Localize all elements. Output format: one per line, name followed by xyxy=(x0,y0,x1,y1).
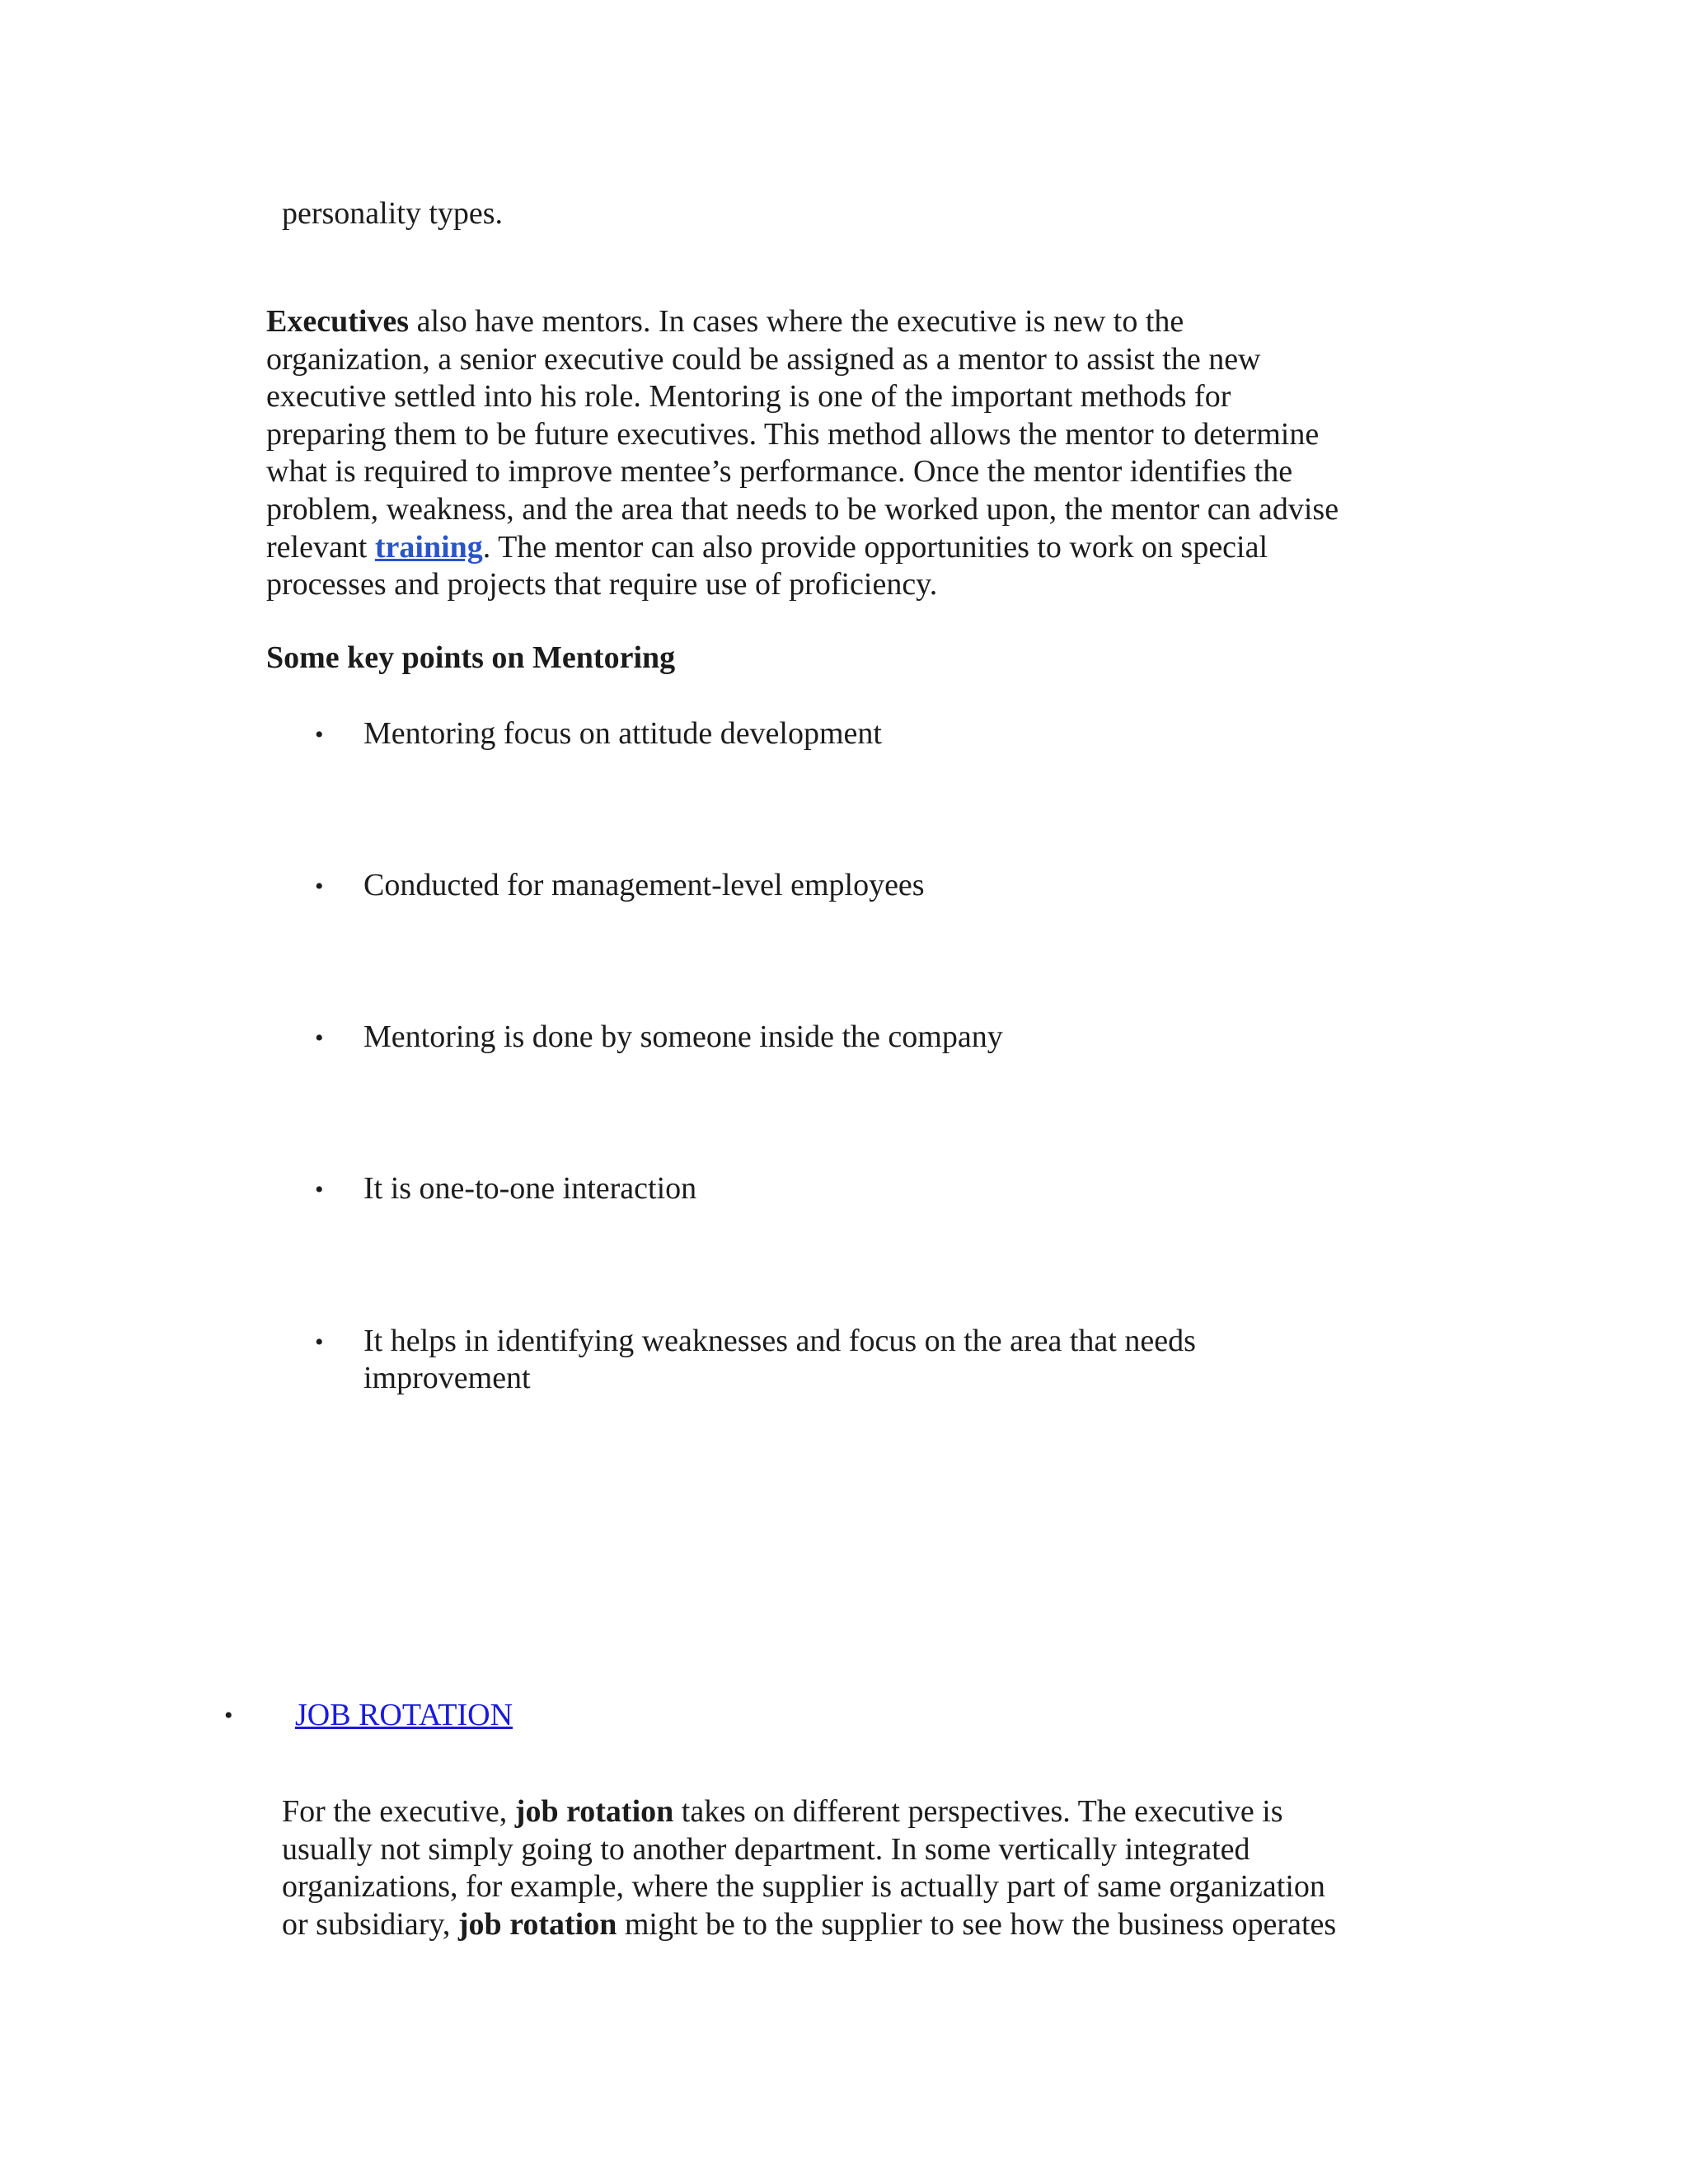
paragraph-line: problem, weakness, and the area that needs to be worked upon, the mentor can advise xyxy=(266,491,1339,527)
list-item-line: It helps in identifying weaknesses and focus on the area that needs xyxy=(363,1324,1196,1358)
list-item-text xyxy=(363,867,925,904)
paragraph-text: relevant xyxy=(266,529,375,565)
list-item-text xyxy=(363,1323,1196,1397)
paragraph-line xyxy=(282,1793,1336,1831)
bullet-icon: • xyxy=(315,873,324,900)
job-rotation-term: job rotation xyxy=(514,1794,674,1829)
intro-fragment xyxy=(282,194,503,232)
paragraph-text: might be to the supplier to see how the business operates xyxy=(617,1906,1337,1942)
list-item-line: Conducted for management-level employees xyxy=(363,868,925,902)
paragraph-line: executive settled into his role. Mentoring is one of the important methods for xyxy=(266,379,1231,415)
list-item-text xyxy=(363,1019,1003,1056)
paragraph-line: organizations, for example, where the supplier is actually part of same organization xyxy=(282,1869,1325,1905)
paragraph-line: preparing them to be future executives. This method allows the mentor to determine xyxy=(266,416,1320,452)
bullet-icon: • xyxy=(315,1329,324,1356)
training-link[interactable]: training xyxy=(374,529,483,565)
paragraph-line: what is required to improve mentee’s performance. Once the mentor identifies the xyxy=(266,454,1293,490)
list-item-text xyxy=(363,1170,696,1207)
paragraph-text: . The mentor can also provide opportunities to work on special xyxy=(482,529,1268,565)
list-item-line: Mentoring is done by someone inside the company xyxy=(363,1019,1003,1054)
list-item-line: Mentoring focus on attitude development xyxy=(363,716,882,751)
paragraph-line: usually not simply going to another department. In some vertically integrated xyxy=(282,1831,1250,1867)
paragraph-line xyxy=(266,529,1339,567)
paragraph-text: also have mentors. In cases where the executive is new to the xyxy=(409,304,1184,339)
intro-fragment-text: personality types. xyxy=(282,196,504,231)
key-points-heading: Some key points on Mentoring xyxy=(266,640,676,675)
paragraph-text: For the executive, xyxy=(282,1794,515,1829)
list-item-text xyxy=(363,715,882,752)
executives-lead: Executives xyxy=(266,304,410,339)
list-item-line: improvement xyxy=(363,1361,531,1395)
bullet-icon: • xyxy=(224,1702,233,1729)
job-rotation-heading xyxy=(295,1696,513,1734)
paragraph-line xyxy=(282,1906,1336,1944)
bullet-icon: • xyxy=(315,1176,324,1203)
paragraph-text: takes on different perspectives. The executive is xyxy=(673,1794,1283,1829)
job-rotation-paragraph xyxy=(282,1793,1336,1943)
job-rotation-term: job rotation xyxy=(457,1906,617,1942)
job-rotation-link[interactable]: JOB ROTATION xyxy=(295,1698,513,1732)
bullet-icon: • xyxy=(315,721,324,748)
executives-paragraph xyxy=(266,303,1339,604)
paragraph-line: organization, a senior executive could be assigned as a mentor to assist the new xyxy=(266,341,1261,377)
paragraph-line xyxy=(266,303,1339,341)
bullet-icon: • xyxy=(315,1024,324,1052)
list-item-line: It is one-to-one interaction xyxy=(363,1171,697,1206)
paragraph-line: processes and projects that require use of proficiency. xyxy=(266,567,938,602)
paragraph-text: or subsidiary, xyxy=(282,1906,458,1942)
